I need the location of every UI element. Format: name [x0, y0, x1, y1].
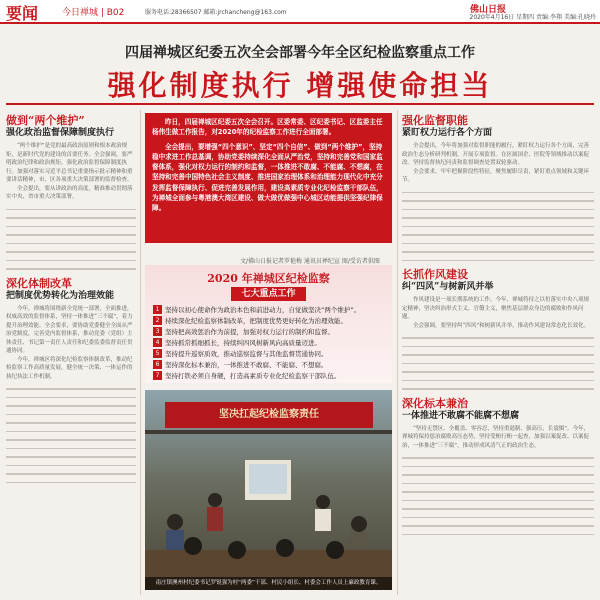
item-number: 5 [153, 349, 162, 358]
headline-divider [6, 103, 594, 105]
news-photo [145, 390, 392, 590]
item-text: 坚持提升巡察质效，推动巡察监督与其他监督贯通协同。 [165, 350, 328, 358]
item-text: 坚持以初心使命作为政治本色和前进动力，自觉做坚决“两个维护”。 [165, 306, 361, 314]
body-text: 全会要求，牢牢把握阶段性特征，聚焦履职尽责，紧盯重点领域和关键环节。 [402, 168, 590, 183]
column-divider [397, 110, 398, 595]
body-text-lines [402, 192, 594, 262]
section-subheading: 把制度优势转化为治理效能 [6, 290, 115, 301]
graphic-badge: 七大重点工作 [231, 287, 306, 301]
body-text-lines [402, 337, 594, 390]
item-number: 3 [153, 327, 162, 336]
masthead [0, 0, 600, 24]
section-heading: 做到“两个维护” [6, 114, 85, 127]
body-text-lines [6, 209, 136, 270]
body-text: 全会提出，要从讲政治的高度，精准推动贯彻落实中央、省市重大决策部署。 [6, 185, 133, 200]
item-text: 坚持打铁必须自身硬，打造高素质专业化纪检监察干部队伍。 [165, 372, 341, 380]
section-heading: 深化体制改革 [6, 276, 72, 290]
item-number: 2 [153, 316, 162, 325]
item-text: 坚持把高效惩治作为前提，加强对权力运行的制约和监督。 [165, 328, 334, 336]
section-subheading: 一体推进不敢腐不能腐不想腐 [402, 410, 520, 421]
key-work-graphic [145, 265, 392, 383]
section-heading: 长抓作风建设 [402, 268, 468, 281]
section-heading: 深化标本兼治 [402, 396, 468, 410]
lede-paragraph: 全会提出，要增强“四个意识”、坚定“四个自信”、做到“两个维护”，坚持稳中求进工作总基调，协助党委持续深化全面从严治党，坚持和完善党和国家监督体系，强化对权力运行的制约和监督，一体推进不敢腐、不能腐、不想腐，在坚持和完善中国特色社会主义制度、推进国家治理体系和治理能力现代化中充分发挥监督保障执行、促进完善发展作用，建设高素质专业化纪检监察干部队伍，为禅城全面参与粤港澳大湾区建设、做大做优做强中心城区动能提供坚强纪律保障。 [152, 142, 383, 213]
edition-label: 今日禅城 | B02 [62, 8, 125, 18]
body-text: 今年，禅城将围绕新全党统一部署，全面推进，权威高效的监督体系，坚持一体推进“三不腐”，着力提升治理效能。全会要求，要协助党委健全全面从严治党制度，完善党内监督体系，推动党委（党组）主体责任、书记第一责任人责任和纪委监委监督责任贯通协同。 [6, 305, 133, 354]
lede-paragraph: 昨日，四届禅城区纪委五次全会召开。区委常委、区纪委书记、区监委主任杨伟生做工作报告，对2020年的纪检监察工作进行全面部署。 [152, 118, 383, 137]
article-subtitle: 四届禅城区纪委五次全会部署今年全区纪检监察重点工作 [125, 45, 475, 61]
work-item [153, 349, 328, 360]
section-subheading: 强化政治监督保障制度执行 [6, 128, 115, 138]
body-text: 作风建设是一项长期系统的工作。今年，禅城将持之以恒落实中央八项规定精神，坚决纠治形式主义、官僚主义，聚焦基层群众身边的腐败和作风问题。 [402, 297, 590, 320]
lede-box [145, 113, 392, 243]
work-item [153, 305, 360, 316]
work-item [153, 371, 341, 382]
item-number: 6 [153, 360, 162, 369]
body-text: “两个维护”是党的最高政治原则和根本政治规矩，是新时代党的建设的首要任务。全会强调，要严明政治纪律和政治规矩，强化政治监督保障制度执行。加强对落实习近平总书记重要指示批示精神和重要讲话精神，市、区各项重大决策部署的监督检查。 [6, 143, 133, 183]
section-heading: 强化监督职能 [402, 114, 468, 127]
work-item [153, 327, 334, 338]
item-number: 7 [153, 371, 162, 380]
item-text: 坚持抓常抓细抓长，持续纠四风树新风向高质量迈进。 [165, 339, 321, 347]
work-item [153, 360, 328, 371]
section-subheading: 紧盯权力运行各个方面 [402, 128, 493, 138]
article-headline: 强化制度执行 增强使命担当 [107, 69, 493, 102]
body-text: “坚持无禁区、全覆盖、零容忍，坚持重遏制、强高压、长震慑”。今年，禅城将保持惩治腐败高压态势，坚持受贿行贿一起查，加强以案促改、以案促治，一体推进“三不腐”，推动形成风清气正的政治生态。 [402, 425, 590, 449]
issue-date: 2020年4月16日 星期四 责编:李翔 美编:孔晓玲 [469, 14, 596, 21]
graphic-title: 2020 年禅城区纪检监察 [207, 272, 330, 285]
right-column [402, 112, 594, 597]
newspaper-logo: 佛山日报 [470, 5, 507, 15]
byline: 文/佛山日报记者罗艳梅 通讯员禅纪宣 图/受访者供图 [240, 258, 380, 265]
left-column [6, 112, 136, 597]
section-subheading: 纠“四风”与树新风并举 [402, 282, 494, 292]
body-text: 全会提出，今年将加强对监督职能的履行，紧盯权力运行各个方面，完善政治生态分析研判机制，开展专项监督。在区属国企、医院等领域推动以案促改。坚持监督执纪问责和监督调查处置双轮驱动。 [402, 143, 590, 166]
body-text-lines [6, 388, 136, 483]
item-number: 4 [153, 338, 162, 347]
item-number: 1 [153, 305, 162, 314]
body-text: 全会强调，要坚持纠“四风”和树新风并举，推动作风建设常态化长效化。 [413, 322, 590, 329]
photo-banner: 坚决扛起纪检监察责任 [165, 402, 373, 428]
item-text: 坚持深化标本兼治，一体推进不敢腐、不能腐、不想腐。 [165, 361, 328, 369]
item-text: 持续深化纪检监察体制改革，把制度优势更好转化为治理效能。 [165, 317, 347, 325]
body-text-lines [402, 457, 594, 535]
photo-caption: 南庄镇澳州村纪委书记罗锐强为村“两委”干部、村民小组长、村委会工作人员上廉政教育课。 [145, 577, 392, 590]
column-divider [140, 110, 141, 595]
work-item [153, 316, 347, 327]
section-title: 要闻 [6, 4, 39, 23]
body-text: 今年，禅城区将深化纪检监察体制改革，推动纪检监察工作高质量发展，健全统一决策、一体运作的执纪执法工作机制。 [6, 356, 133, 380]
work-item [153, 338, 321, 349]
contact-info: 服务电话:28366507 邮箱:jrchancheng@163.com [145, 9, 287, 16]
